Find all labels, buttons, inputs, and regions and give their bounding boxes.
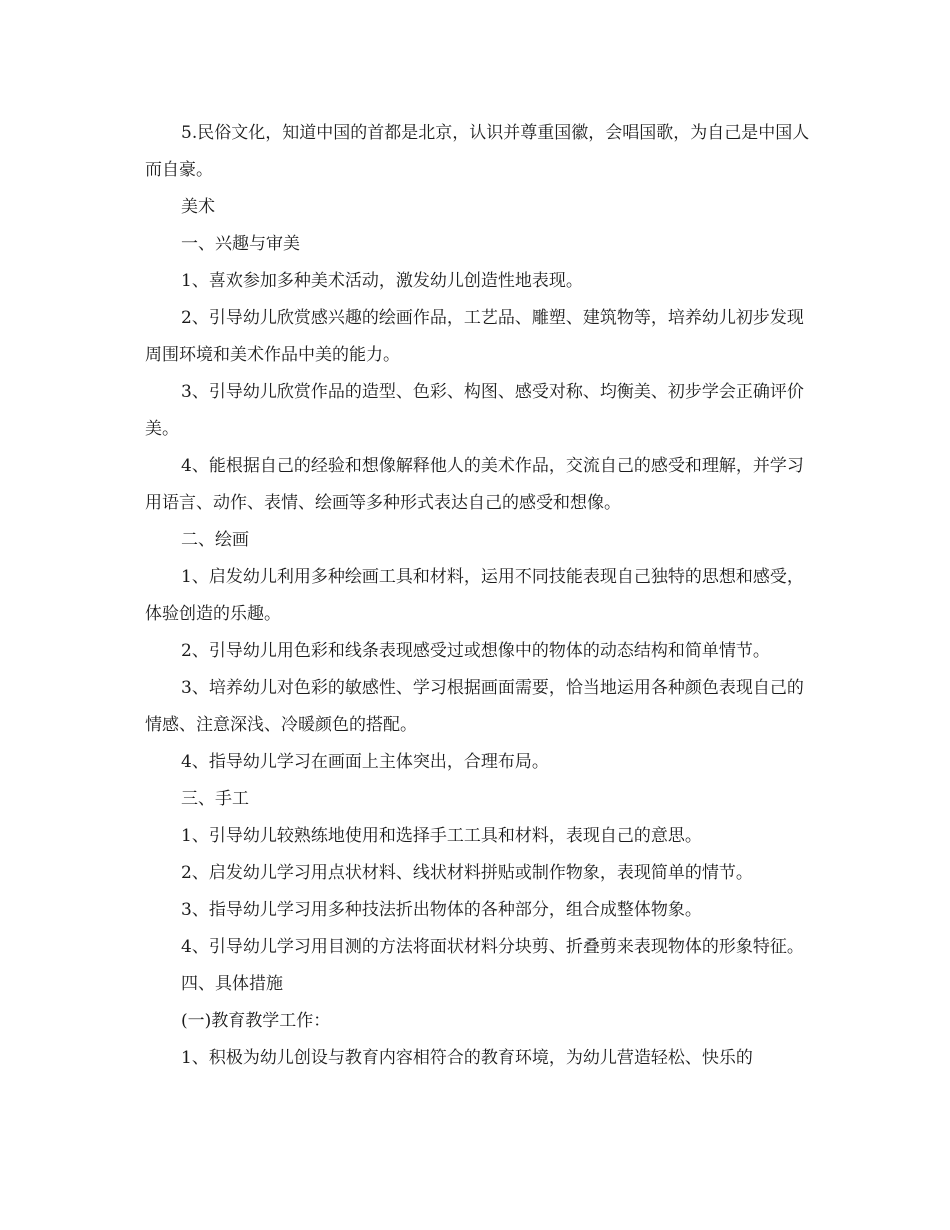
subheading-drawing: 二、绘画 <box>181 530 249 550</box>
list-item: 2、启发幼儿学习用点状材料、线状材料拼贴或制作物象，表现简单的情节。 <box>181 863 753 883</box>
list-item: 3、引导幼儿欣赏作品的造型、色彩、构图、感受对称、均衡美、初步学会正确评价美。 <box>145 382 804 439</box>
list-item: 3、培养幼儿对色彩的敏感性、学习根据画面需要，恰当地运用各种颜色表现自己的情感、注意深浅、冷暖颜色的搭配。 <box>145 678 804 735</box>
list-item: 1、引导幼儿较熟练地使用和选择手工工具和材料，表现自己的意思。 <box>181 826 702 846</box>
section-heading-art: 美术 <box>181 197 215 217</box>
subheading-interest-aesthetics: 一、兴趣与审美 <box>181 234 300 254</box>
list-item: 2、引导幼儿欣赏感兴趣的绘画作品，工艺品、雕塑、建筑物等，培养幼儿初步发现周围环境和美术作品中美的能力。 <box>145 308 804 365</box>
subheading-handcraft: 三、手工 <box>181 789 249 809</box>
document-body <box>145 115 815 1077</box>
list-item: 4、能根据自己的经验和想像解释他人的美术作品，交流自己的感受和理解，并学习用语言、动作、表情、绘画等多种形式表达自己的感受和想像。 <box>145 456 804 513</box>
list-item: 1、积极为幼儿创设与教育内容相符合的教育环境，为幼儿营造轻松、快乐的 <box>181 1048 753 1068</box>
list-item: 2、引导幼儿用色彩和线条表现感受过或想像中的物体的动态结构和简单情节。 <box>181 641 770 661</box>
subheading-measures: 四、具体措施 <box>181 974 283 994</box>
paragraph-folk-culture: 5.民俗文化，知道中国的首都是北京，认识并尊重国徽，会唱国歌，为自己是中国人而自豪。 <box>145 123 810 180</box>
list-item: 4、引导幼儿学习用目测的方法将面状材料分块剪、折叠剪来表现物体的形象特征。 <box>181 937 804 957</box>
list-item: 1、启发幼儿利用多种绘画工具和材料，运用不同技能表现自己独特的思想和感受，体验创造的乐趣。 <box>145 567 804 624</box>
list-item: 3、指导幼儿学习用多种技法折出物体的各种部分，组合成整体物象。 <box>181 900 702 920</box>
list-item: 1、喜欢参加多种美术活动，激发幼儿创造性地表现。 <box>181 271 583 291</box>
list-item: 4、指导幼儿学习在画面上主体突出，合理布局。 <box>181 752 549 772</box>
subheading-teaching-work: (一)教育教学工作： <box>181 1011 331 1031</box>
